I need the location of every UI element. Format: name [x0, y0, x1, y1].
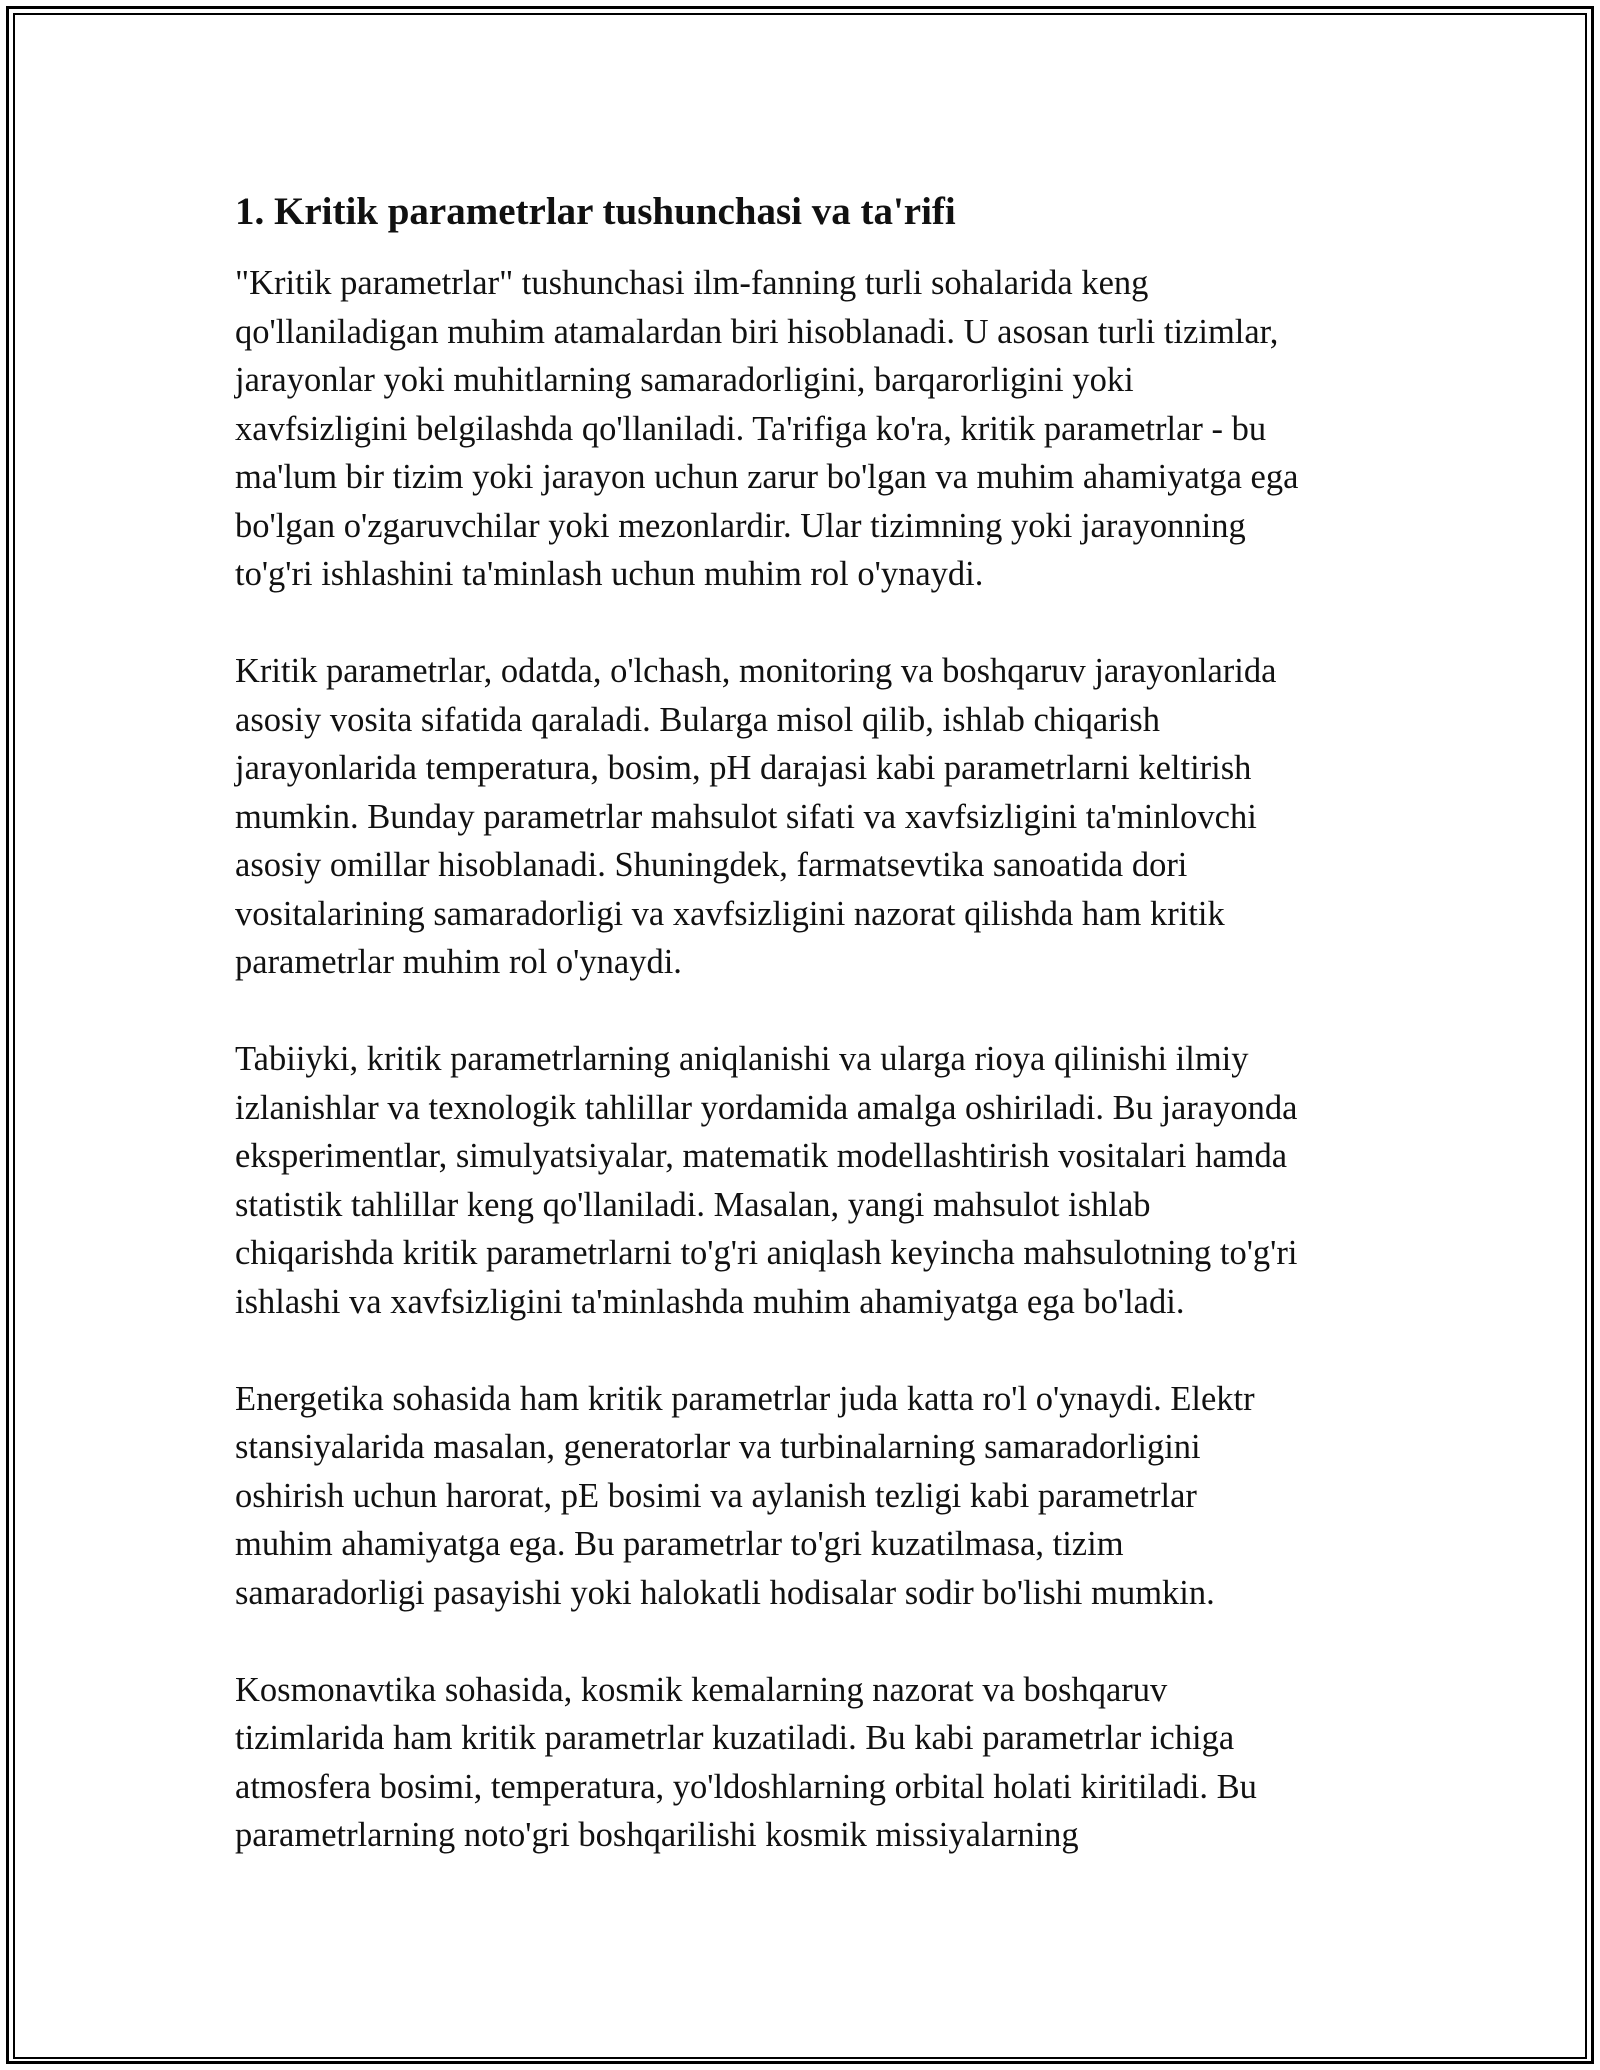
text-line: tizimlarida ham kritik parametrlar kuzatiladi. Bu kabi parametrlar ichiga	[235, 1719, 1235, 1757]
text-line: Tabiiyki, kritik parametrlarning aniqlanishi va ularga rioya qilinishi ilmiy	[235, 1040, 1249, 1078]
text-line: qo'llaniladigan muhim atamalardan biri hisoblanadi. U asosan turli tizimlar,	[235, 312, 1279, 351]
text-line: asosiy omillar hisoblanadi. Shuningdek, farmatsevtika sanoatida dori	[235, 846, 1188, 884]
text-line: ishlashi va xavfsizligini ta'minlashda muhim ahamiyatga ega bo'ladi.	[235, 1282, 1185, 1321]
text-line: Kritik parametrlar, odatda, o'lchash, monitoring va boshqaruv jarayonlarida	[235, 652, 1277, 690]
text-line: ma'lum bir tizim yoki jarayon uchun zarur bo'lgan va muhim ahamiyatga ega	[235, 458, 1299, 496]
text-line: samaradorligi pasayishi yoki halokatli hodisalar sodir bo'lishi mumkin.	[235, 1573, 1215, 1612]
text-line: parametrlar muhim rol o'ynaydi.	[235, 943, 682, 981]
text-line: xavfsizligini belgilashda qo'llaniladi. Ta'rifiga ko'ra, kritik parametrlar - bu	[235, 409, 1267, 448]
text-line: mumkin. Bunday parametrlar mahsulot sifati va xavfsizligini ta'minlovchi	[235, 797, 1257, 836]
text-line: eksperimentlar, simulyatsiyalar, matematik modellashtirish vositalari hamda	[235, 1137, 1288, 1175]
text-line: to'g'ri ishlashini ta'minlash uchun muhim rol o'ynaydi.	[235, 555, 984, 593]
text-line: Kosmonavtika sohasida, kosmik kemalarning nazorat va boshqaruv	[235, 1670, 1168, 1709]
document-content	[235, 188, 1385, 1908]
text-line: parametrlarning noto'gri boshqarilishi kosmik missiyalarning	[235, 1816, 1079, 1854]
paragraph-5	[235, 1666, 1385, 1860]
text-line: statistik tahlillar keng qo'llaniladi. Masalan, yangi mahsulot ishlab	[235, 1185, 1151, 1224]
text-line: stansiyalarida masalan, generatorlar va turbinalarning samaradorligini	[235, 1428, 1201, 1466]
paragraph-1	[235, 259, 1385, 599]
text-line: oshirish uchun harorat, pE bosimi va aylanish tezligi kabi parametrlar	[235, 1476, 1197, 1515]
text-line: jarayonlar yoki muhitlarning samaradorligini, barqarorligini yoki	[235, 361, 1134, 399]
section-heading: 1. Kritik parametrlar tushunchasi va ta'rifi	[235, 190, 956, 233]
text-line: jarayonlarida temperatura, bosim, pH darajasi kabi parametrlarni keltirish	[235, 749, 1252, 787]
paragraph-4	[235, 1375, 1385, 1618]
text-line: asosiy vosita sifatida qaraladi. Bularga misol qilib, ishlab chiqarish	[235, 700, 1160, 739]
text-line: atmosfera bosimi, temperatura, yo'ldoshlarning orbital holati kiritiladi. Bu	[235, 1767, 1257, 1806]
paragraph-2	[235, 647, 1385, 987]
text-line: "Kritik parametrlar" tushunchasi ilm-fanning turli sohalarida keng	[235, 264, 1149, 302]
text-line: chiqarishda kritik parametrlarni to'g'ri aniqlash keyincha mahsulotning to'g'ri	[235, 1234, 1298, 1272]
text-line: izlanishlar va texnologik tahlillar yordamida amalga oshiriladi. Bu jarayonda	[235, 1088, 1298, 1127]
text-line: vositalarining samaradorligi va xavfsizligini nazorat qilishda ham kritik	[235, 894, 1225, 933]
paragraph-3	[235, 1035, 1385, 1326]
text-line: muhim ahamiyatga ega. Bu parametrlar to'gri kuzatilmasa, tizim	[235, 1525, 1124, 1563]
text-line: bo'lgan o'zgaruvchilar yoki mezonlardir. Ular tizimning yoki jarayonning	[235, 506, 1246, 545]
text-line: Energetika sohasida ham kritik parametrlar juda katta ro'l o'ynaydi. Elektr	[235, 1379, 1255, 1418]
